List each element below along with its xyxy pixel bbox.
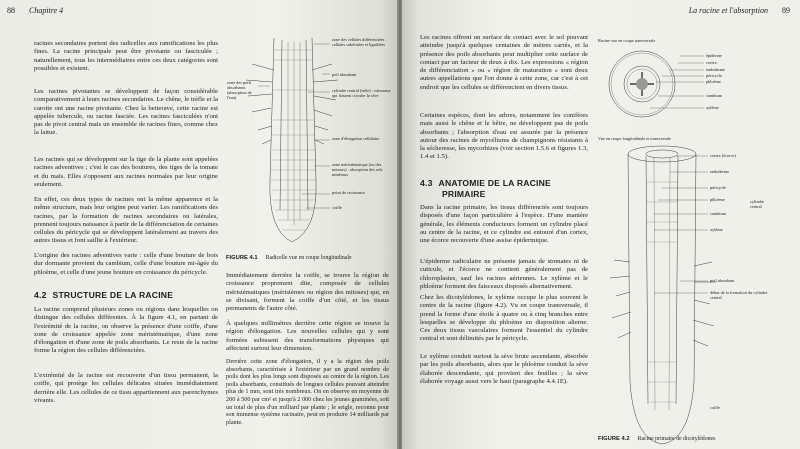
left-paragraph-4: En effet, ces deux types de racines ont la même apparence et la même structure, mais leur origine peut varier. Les ramifications des racines, par la formation de racines secondaires ou latérales, prennent toujours naissance à partir de la différenciation de certaines cellules du péricycle qui se développent latéralement au travers des autres tissus et font saillie à l'extérieur. bbox=[34, 196, 218, 245]
label-zone-poils: zone des poils absorbants (absorption de l'eau) bbox=[227, 80, 252, 100]
right-paragraph-1: Les racines offrent un surface de contact avec le sol pouvant atteindre jusqu'à quelques centaines de mètres carrés, et la présence des poils absorbants peut multiplier cette surface de contact par un facteur de deux à dix. Les expressions « région de différenciation » ou « région de maturation » sont deux autres appellations que l'on donne à cette zone, car c'est à cet endroit que les cellules se différencient en divers tissus. bbox=[420, 34, 588, 91]
left-paragraph-1: racines secondaires portent des radicelles aux ramifications les plus fines. La racine principale peut être pivotante ou fasciculée ; naturellement, tous les intermédiaires entre ces deux catégories sont possibles et existent. bbox=[34, 40, 218, 72]
left-page bbox=[0, 0, 398, 449]
label-endoderme: endoderme bbox=[706, 67, 726, 72]
page-number-right: 89 bbox=[782, 6, 790, 15]
figure-4-1-number: FIGURE 4.1 bbox=[226, 255, 258, 261]
label-pericycle: péricycle bbox=[706, 73, 722, 78]
figure-4-2-text: Racine primaire de dicotylédones bbox=[637, 436, 716, 442]
right-paragraph-5: Chez les dicotylédones, le xylème occupe le plus souvent le centre de la racine (figure 4.2). Vu en coupe transversale, il prend la forme d'une étoile à quatre ou à cinq branches entre lesquelles se développe du phloème en disposition alterne. Ces deux tissus vasculaires forment l'essentiel du cylindre central et sont délimités par le péricycle. bbox=[420, 294, 588, 343]
label-coiffe-41: coiffe bbox=[332, 205, 342, 210]
label-cambium-2: cambium bbox=[710, 211, 726, 216]
label-phloeme-2: phloème bbox=[710, 197, 725, 202]
label-coiffe-42: coiffe bbox=[710, 405, 720, 410]
right-paragraph-4: L'épiderme radiculaire ne présente jamais de stomates ni de cuticule, et l'écorce ne contient généralement pas de chloroplastes, sauf les racines aériennes. Le xylème et le phloème forment des faisceaux disposés alternativement. bbox=[420, 258, 588, 290]
left-paragraph-8: Immédiatement derrière la coiffe, se trouve la région de croissance proprement dite, composée de cellules méristématiques (méristèmes ou région des mitoses) qui, en se divisant, forment la coiffe d'un côté, et les tissus permanents de l'autre côté. bbox=[226, 272, 389, 312]
label-zone-differenciees: zone des cellules différenciées : cellules subérisées et lignifiées bbox=[332, 37, 387, 47]
chapter-title: Chapitre 4 bbox=[29, 6, 64, 15]
label-poil-absorbant-2: poil absorbant bbox=[710, 278, 735, 283]
label-endoderme-2: endoderme bbox=[710, 169, 730, 174]
left-paragraph-6: La racine comprend plusieurs zones ou régions dans lesquelles on distingue des cellules différentes. À la figure 4.1, en partant de l'extrémité de la racine, on observe la présence d'une coiffe, d'une zone de croissance appelée zone méristématique, d'une zone d'élongation et d'une zone de poils absorbants. Le reste de la racine forme la région des cellules différenciées. bbox=[34, 306, 218, 355]
label-pericycle-2: péricycle bbox=[710, 185, 726, 190]
figure-4-2-transverse-title: Racine vue en coupe transversale bbox=[598, 38, 656, 43]
label-cambium: cambium bbox=[706, 93, 722, 98]
label-cortex: cortex bbox=[706, 60, 717, 65]
figure-4-1-caption bbox=[226, 255, 352, 261]
figure-4-2-number: FIGURE 4.2 bbox=[598, 436, 630, 442]
section-heading-4-3 bbox=[420, 178, 551, 200]
label-cortex-ecorce: cortex (écorce) bbox=[710, 153, 736, 158]
section-title: STRUCTURE DE LA RACINE bbox=[52, 290, 174, 300]
section-number: 4.2 bbox=[34, 290, 47, 300]
left-paragraph-5: L'origine des racines adventives varie : celle d'une bouture de bois dur dormante provient du cambium, celle d'une bouture mi-âgée du phloème, et celle d'une jeune bouture en croissance du péricycle. bbox=[34, 252, 218, 276]
label-cylindre-central: cylindre central (stèle) : vaisseaux qui laissent circuler la sève bbox=[332, 88, 391, 98]
figure-4-2-caption bbox=[598, 436, 715, 442]
label-xyleme-2: xylème bbox=[710, 227, 723, 232]
section-title-4-3-line2: PRIMAIRE bbox=[442, 189, 486, 199]
figure-4-1-text: Radicelle vue en coupe longitudinale bbox=[265, 255, 352, 261]
label-poil-absorbant: poil absorbant bbox=[332, 72, 357, 77]
label-elongation: zone d'élongation cellulaire bbox=[332, 136, 380, 141]
figure-4-2-longitudinal-title: Vue en coupe longitudinale et transversale bbox=[598, 136, 671, 141]
label-meristematique: zone méristématique (ou des mitoses) : absorption des sels minéraux bbox=[332, 162, 383, 177]
transverse-leader-lines bbox=[680, 46, 740, 126]
label-epiderme: épiderme bbox=[706, 53, 722, 58]
left-paragraph-7: L'extrémité de la racine est recouverte d'un tissu permanent, la coiffe, qui protège les cellules délicates situées immédiatement derrière elle. Les cellules de ce tissu appartiennent aux parenchymes vivants. bbox=[34, 372, 218, 404]
label-debut-formation: début de la formation du cylindre central bbox=[710, 290, 768, 300]
label-point-croissance: point de croissance bbox=[332, 190, 365, 195]
label-xyleme: xylème bbox=[706, 105, 719, 110]
running-title: La racine et l'absorption bbox=[688, 6, 768, 15]
section-number-4-3: 4.3 bbox=[420, 178, 433, 188]
left-paragraph-3: Les racines qui se développent sur la tige de la plante sont appelées racines adventives ; c'est le cas des boutures, des tiges de la tomate et du maïs. Elles s'opposent aux racines normales par leur origine seulement. bbox=[34, 156, 218, 188]
label-cylindre-central-2: cylindre central bbox=[750, 199, 765, 209]
right-page-header bbox=[689, 6, 790, 15]
left-page-header bbox=[7, 6, 63, 15]
section-heading-4-2 bbox=[34, 290, 173, 300]
left-paragraph-9: À quelques millimètres derrière cette région se trouve la région d'élongation. Les nouvelles cellules qui y sont formées subissent des transformations physiques qui affectent surtout leur dimension. bbox=[226, 320, 389, 352]
left-paragraph-2: Les racines pivotantes se développent de façon considérable comparativement à leurs racines secondaires. Le chêne, le trèfle et la carotte ont une racine pivotante. Chez la betterave, cette racine est appelée tubercule, ou racine fasciée. Les racines fasciculées n'ont pas de pivot central mais un ensemble de racines fines, comme chez la laitue. bbox=[34, 88, 218, 137]
transverse-section-illustration bbox=[602, 46, 682, 126]
right-paragraph-2: Certaines espèces, dont les arbres, notamment les conifères mais aussi le chêne et le hêtre, ne développent pas de poils absorbants ; l'absorption d'eau est assurée par la présence autour des racines de mycéliums de champignons résistants à la sécheresse, les mycorhizes (voir section 1.5.6 et figures 1.3, 1.4 et 1.5). bbox=[420, 112, 588, 161]
section-title-4-3-line1: ANATOMIE DE LA RACINE bbox=[438, 178, 551, 188]
page-number-left: 88 bbox=[7, 6, 15, 15]
longitudinal-leader-lines bbox=[684, 150, 744, 350]
root-outline bbox=[270, 38, 316, 242]
left-paragraph-10: Derrière cette zone d'élongation, il y a la région des poils absorbants, caractérisée à l'extérieur par un grand nombre de poils dont les plus longs sont disposés au centre de la région. Les poils absorbants, constitués de longues cellules pouvant atteindre plus de 1 mm, sont très nombreux. On en observe en moyenne de 200 à 500 par cm² et jusqu'à 2 000 chez les jeunes graminées, soit un total de plus d'un milliard par plante ; le seigle, reconnu pour son immense système racinaire, peut en produire 14 milliards par plante. bbox=[226, 358, 389, 426]
right-page bbox=[402, 0, 800, 449]
right-paragraph-3: Dans la racine primaire, les tissus différenciés sont toujours disposés d'une façon particulière à l'espèce. D'une manière générale, les éléments conducteurs forment un cylindre placé au centre de la racine, et ce cylindre est entouré d'un cortex, une écorce recouverte d'une assise épidermique. bbox=[420, 204, 588, 244]
right-paragraph-6: Le xylème conduit surtout la sève brute ascendante, absorbée par les poils absorbants, alors que le phloème conduit la sève élaborée descendante, qui provient des feuilles ; la sève élaborée voyage aussi vers le haut (paragraphe 4.4.1E). bbox=[420, 353, 588, 385]
label-phloeme: phloème bbox=[706, 79, 721, 84]
